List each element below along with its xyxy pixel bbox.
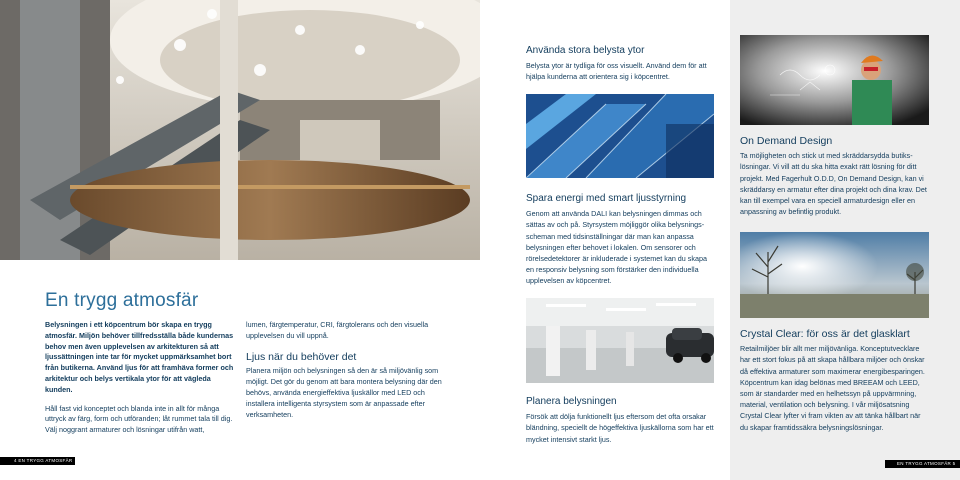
subheading: Ljus när du behöver det bbox=[246, 350, 357, 363]
body-paragraph: Försök att dölja funktionellt ljus eftersom det ofta orsakar bländning, speciellt de högeffektiva ljuskällorna som har ett mycket intensivt starkt ljus. bbox=[526, 412, 714, 444]
section-large-surfaces bbox=[526, 45, 716, 83]
intro-paragraph: Belysningen i ett köpcentrum bör skapa en trygg atmosfär. Miljön behöver tillfredsställa både kundernas behov men även upplevelsen av arkitekturen så att ljussättningen inte tar för mycket uppmärksamhet bort från butikerna. Använd ljus för att framhäva former och arkitektur och belys vertikala ytor för att vägleda kunden. bbox=[45, 320, 234, 394]
body-paragraph: Håll fast vid konceptet och blanda inte in allt för många uttryck av färg, form och utföranden; låt rummet tala till dig. Välj noggrant armaturer och lösningar utifrån watt, bbox=[45, 403, 233, 435]
escalator-photo bbox=[526, 94, 714, 178]
body-paragraph: lumen, färgtemperatur, CRI, färgtolerans och den visuella upplevelsen du vill uppnå. bbox=[246, 320, 429, 340]
on-demand-design-photo bbox=[740, 35, 929, 125]
subheading: Använda stora belysta ytor bbox=[526, 45, 645, 56]
subheading: Spara energi med smart ljusstyrning bbox=[526, 193, 687, 204]
body-paragraph: Ta möjligheten och stick ut med skräddarsydda butikslösningar. Vi vill att du ska hitta exakt rätt lösning för ditt projekt. Med Fagerhult O.D.D, On Demand Design, kan vi skräddarsy en armatur efter dina projekt och dina krav. Det kan till exempel vara en speciell armaturdesign eller en anpassning av befintlig produkt. bbox=[740, 151, 927, 217]
subheading: Planera belysningen bbox=[526, 396, 617, 407]
body-paragraph: Retailmiljöer blir allt mer miljövänliga. Konceptutvecklare har ett stort fokus på att skapa hållbara miljöer och önskar då effektiva armaturer som maximerar energibesparingen. Köpcentrum kan idag belönas med BREEAM och LEED, som är standarder med en helhetssyn på uppvärmning, material, ventilation och belysning. I vår miljösatsning Crystal Clear lyfter vi fram vikten av att tänka hållbart när du skapar framtidssäkra belysningslösningar. bbox=[740, 344, 925, 432]
section-heading: En trygg atmosfär bbox=[45, 290, 199, 311]
left-column-2 bbox=[246, 320, 446, 420]
page-footer-right: EN TRYGG ATMOSFÄR 5 bbox=[885, 460, 960, 468]
misty-landscape-photo bbox=[740, 232, 929, 318]
subheading: On Demand Design bbox=[740, 135, 833, 147]
section-crystal-clear bbox=[740, 329, 930, 433]
body-paragraph: Belysta ytor är tydliga för oss visuellt. Använd dem för att hjälpa kunderna att orientera sig i köpcentret. bbox=[526, 61, 707, 82]
left-column-1 bbox=[45, 320, 235, 436]
mall-atrium-photo bbox=[0, 0, 480, 260]
subheading: Crystal Clear: för oss är det glasklart bbox=[740, 328, 910, 340]
section-smart-control bbox=[526, 193, 716, 287]
parking-garage-photo bbox=[526, 298, 714, 383]
page-footer-left: 4 EN TRYGG ATMOSFÄR bbox=[0, 457, 75, 465]
section-plan-lighting bbox=[526, 396, 716, 445]
section-on-demand-design bbox=[740, 136, 930, 217]
body-paragraph: Planera miljön och belysningen så den är så miljövänlig som möjligt. Det gör du genom att bara montera belysning där den behövs, använda energieffektiva ljuskällor med LED och installera intelligenta styrsystem som är anpassade efter verksamheten. bbox=[246, 366, 442, 419]
body-paragraph: Genom att använda DALI kan belysningen dimmas och sättas av och på. Styrsystem möjliggör olika belysningsscheman med tidsinställningar där man kan anpassa belysningen efter behovet i lokalen. Om sensorer och rörelsedetektorer är inkluderade i systemet kan du skapa en responsiv belysning som förstärker den individuella upplevelsen av köpcentret. bbox=[526, 209, 707, 286]
